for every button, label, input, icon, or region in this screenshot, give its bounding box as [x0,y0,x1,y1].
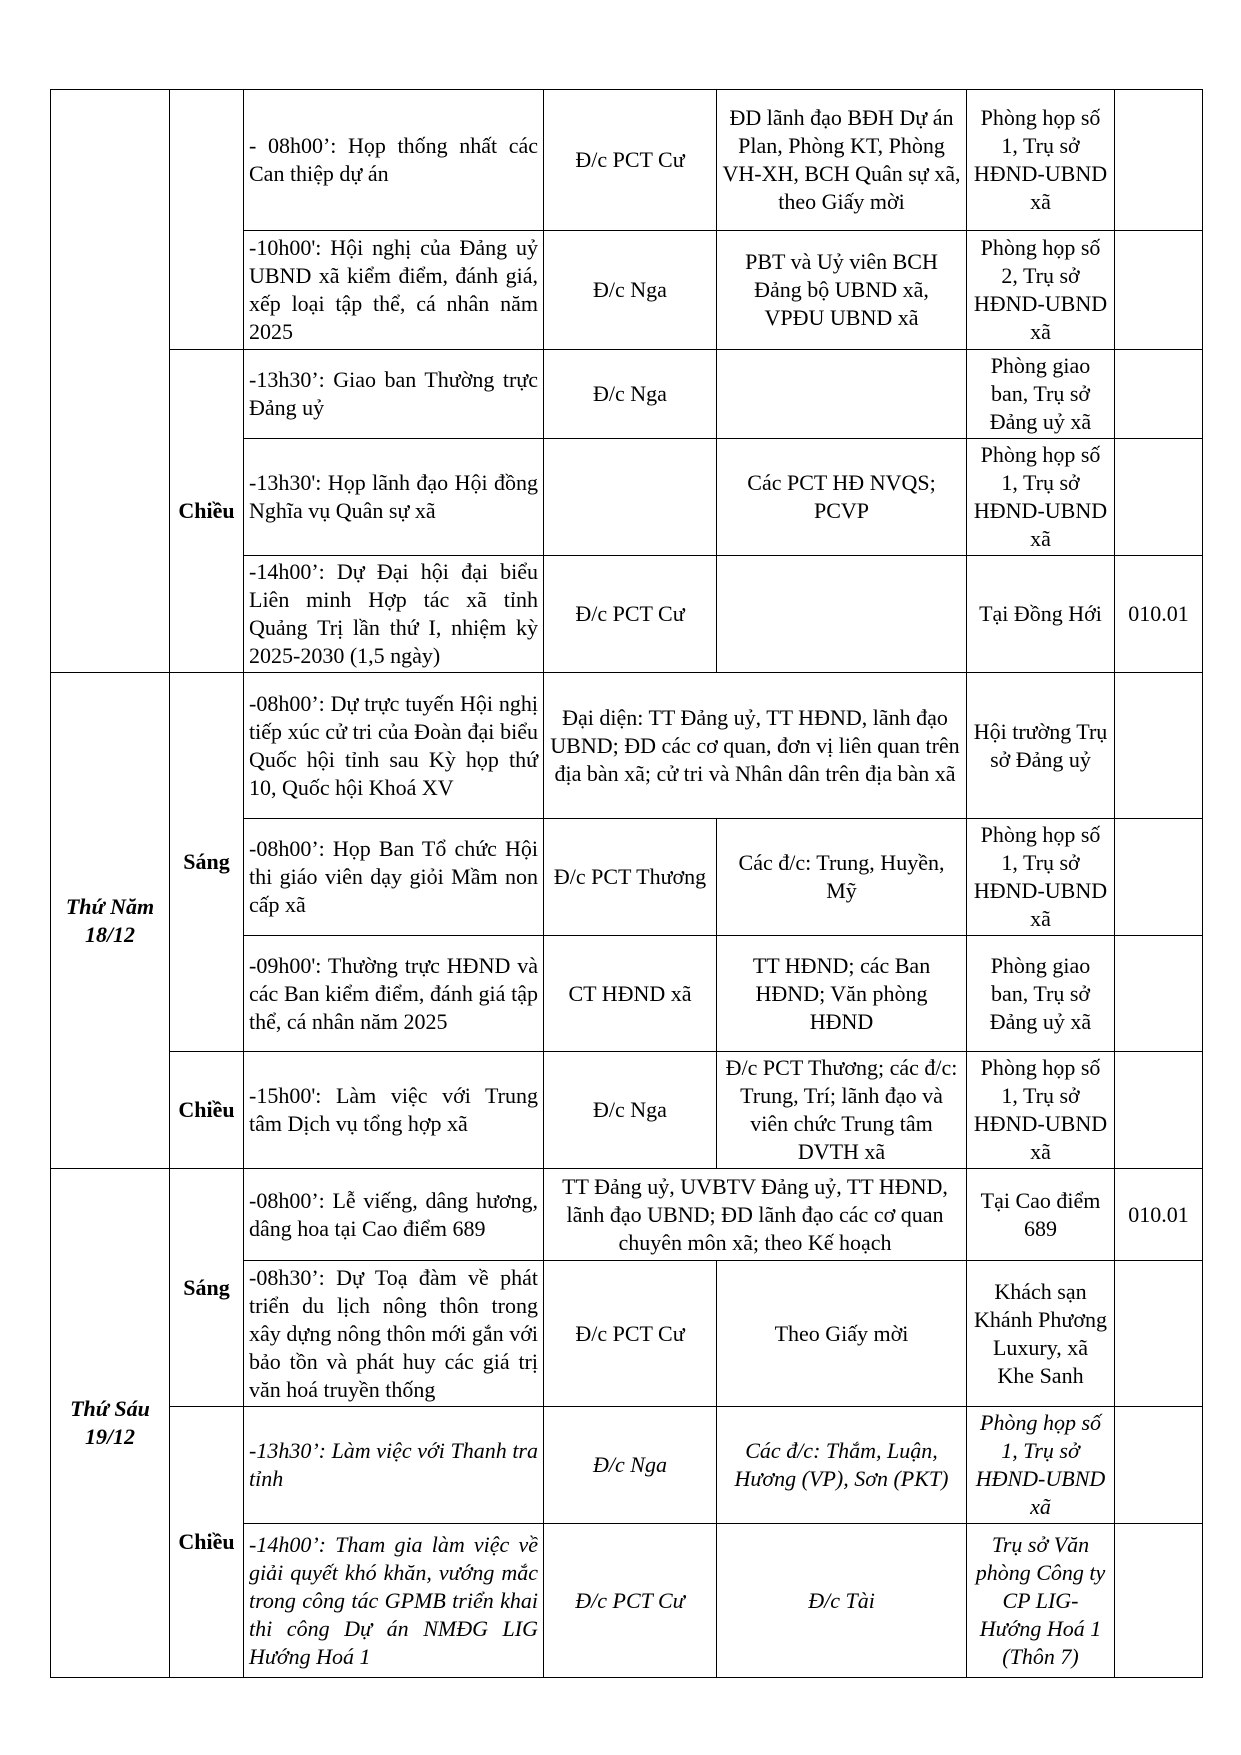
event-location: Phòng họp số 1, Trụ sở HĐND-UBND xã [967,1407,1115,1524]
day-weekday: Thứ Sáu [70,1396,150,1421]
event-vehicle [1115,673,1203,819]
event-location: Khách sạn Khánh Phương Luxury, xã Khe Sanh [967,1261,1115,1407]
event-participants: Theo Giấy mời [717,1261,967,1407]
event-content: -08h00’: Dự trực tuyến Hội nghị tiếp xúc cử tri của Đoàn đại biểu Quốc hội tỉnh sau Kỳ họp thứ 10, Quốc hội Khoá XV [244,673,544,819]
table-row [51,1052,1203,1169]
event-chair: Đ/c Nga [544,1052,717,1169]
event-participants-merged: Đại diện: TT Đảng uỷ, TT HĐND, lãnh đạo UBND; ĐD các cơ quan, đơn vị liên quan trên địa bàn xã; cử tri và Nhân dân trên địa bàn xã [544,673,967,819]
event-vehicle [1115,439,1203,556]
session-morning: Sáng [170,673,244,1052]
day-date: 18/12 [84,921,136,947]
event-content: -14h00’: Dự Đại hội đại biểu Liên minh Hợp tác xã tỉnh Quảng Trị lần thứ I, nhiệm kỳ 2025-2030 (1,5 ngày) [244,556,544,673]
event-location: Tại Cao điểm 689 [967,1169,1115,1261]
event-content: -13h30’: Làm việc với Thanh tra tỉnh [244,1407,544,1524]
event-content: -08h00’: Lễ viếng, dâng hương, dâng hoa tại Cao điểm 689 [244,1169,544,1261]
event-participants: Các PCT HĐ NVQS; PCVP [717,439,967,556]
event-vehicle [1115,1524,1203,1678]
event-chair: Đ/c PCT Cư [544,556,717,673]
event-chair: CT HĐND xã [544,936,717,1052]
day-cell-thursday [51,673,170,1169]
event-vehicle [1115,1261,1203,1407]
event-vehicle [1115,1407,1203,1524]
event-location: Phòng họp số 2, Trụ sở HĐND-UBND xã [967,231,1115,350]
day-cell-friday [51,1169,170,1678]
event-vehicle: 010.01 [1115,1169,1203,1261]
event-participants: Đ/c PCT Thương; các đ/c: Trung, Trí; lãnh đạo và viên chức Trung tâm DVTH xã [717,1052,967,1169]
event-location: Phòng họp số 1, Trụ sở HĐND-UBND xã [967,819,1115,936]
table-row [51,350,1203,439]
event-vehicle [1115,231,1203,350]
event-vehicle: 010.01 [1115,556,1203,673]
event-location: Phòng họp số 1, Trụ sở HĐND-UBND xã [967,90,1115,231]
table-row [51,90,1203,231]
event-chair: Đ/c PCT Cư [544,1524,717,1678]
event-content: -10h00': Hội nghị của Đảng uỷ UBND xã kiểm điểm, đánh giá, xếp loại tập thể, cá nhân năm 2025 [244,231,544,350]
event-location: Tại Đồng Hới [967,556,1115,673]
event-participants: PBT và Uỷ viên BCH Đảng bộ UBND xã, VPĐU UBND xã [717,231,967,350]
event-location: Phòng giao ban, Trụ sở Đảng uỷ xã [967,936,1115,1052]
event-participants: Các đ/c: Trung, Huyền, Mỹ [717,819,967,936]
session-morning: Sáng [170,1169,244,1407]
table-row [51,673,1203,819]
event-participants: ĐD lãnh đạo BĐH Dự án Plan, Phòng KT, Phòng VH-XH, BCH Quân sự xã, theo Giấy mời [717,90,967,231]
event-content: -09h00': Thường trực HĐND và các Ban kiểm điểm, đánh giá tập thể, cá nhân năm 2025 [244,936,544,1052]
table-row [51,1407,1203,1524]
event-participants: TT HĐND; các Ban HĐND; Văn phòng HĐND [717,936,967,1052]
event-chair: Đ/c PCT Cư [544,90,717,231]
event-vehicle [1115,350,1203,439]
day-cell-empty [51,90,170,673]
event-participants: Các đ/c: Thắm, Luận, Hương (VP), Sơn (PKT) [717,1407,967,1524]
event-content: -08h30’: Dự Toạ đàm về phát triển du lịch nông thôn trong xây dựng nông thôn mới gắn với bảo tồn và phát huy các giá trị văn hoá truyền thống [244,1261,544,1407]
event-participants [717,350,967,439]
event-content: -08h00’: Họp Ban Tổ chức Hội thi giáo viên dạy giỏi Mầm non cấp xã [244,819,544,936]
day-date: 19/12 [84,1424,136,1449]
event-vehicle [1115,819,1203,936]
event-vehicle [1115,90,1203,231]
event-vehicle [1115,936,1203,1052]
event-content: - 08h00’: Họp thống nhất các Can thiệp dự án [244,90,544,231]
event-chair: Đ/c PCT Thương [544,819,717,936]
event-content: -13h30’: Giao ban Thường trực Đảng uỷ [244,350,544,439]
event-chair: Đ/c PCT Cư [544,1261,717,1407]
event-vehicle [1115,1052,1203,1169]
day-weekday: Thứ Năm [65,893,155,919]
event-chair: Đ/c Nga [544,1407,717,1524]
event-participants-merged: TT Đảng uỷ, UVBTV Đảng uỷ, TT HĐND, lãnh đạo UBND; ĐD lãnh đạo các cơ quan chuyên môn xã; theo Kế hoạch [544,1169,967,1261]
event-chair [544,439,717,556]
event-location: Trụ sở Văn phòng Công ty CP LIG-Hướng Hoá 1 (Thôn 7) [967,1524,1115,1678]
table-row [51,1169,1203,1261]
session-afternoon: Chiều [170,350,244,673]
event-content: -15h00': Làm việc với Trung tâm Dịch vụ tổng hợp xã [244,1052,544,1169]
event-chair: Đ/c Nga [544,231,717,350]
schedule-table [50,89,1203,1678]
event-location: Phòng họp số 1, Trụ sở HĐND-UBND xã [967,1052,1115,1169]
event-content: -13h30': Họp lãnh đạo Hội đồng Nghĩa vụ Quân sự xã [244,439,544,556]
event-chair: Đ/c Nga [544,350,717,439]
event-location: Phòng họp số 1, Trụ sở HĐND-UBND xã [967,439,1115,556]
event-location: Phòng giao ban, Trụ sở Đảng uỷ xã [967,350,1115,439]
session-afternoon: Chiều [170,1052,244,1169]
event-content: -14h00’: Tham gia làm việc về giải quyết khó khăn, vướng mắc trong công tác GPMB triển khai thi công Dự án NMĐG LIG Hướng Hoá 1 [244,1524,544,1678]
session-afternoon: Chiều [170,1407,244,1678]
session-cell-empty [170,90,244,350]
event-location: Hội trường Trụ sở Đảng uỷ [967,673,1115,819]
event-participants: Đ/c Tài [717,1524,967,1678]
event-participants [717,556,967,673]
